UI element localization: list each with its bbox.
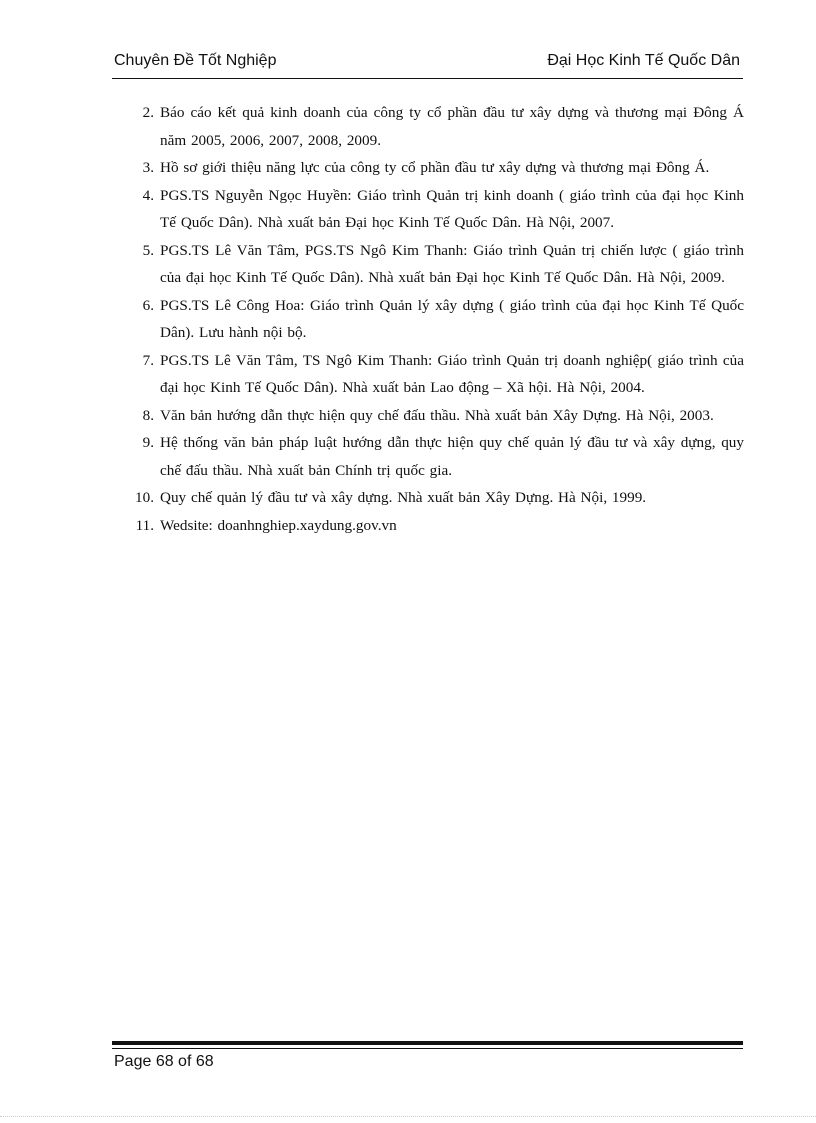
reference-list	[114, 99, 744, 539]
reference-number: 3.	[142, 159, 154, 176]
reference-text: Wedsite: doanhnghiep.xaydung.gov.vn	[160, 516, 397, 534]
reference-number: 2.	[142, 104, 154, 121]
reference-text: Hồ sơ giới thiệu năng lực của công ty cổ phần đầu tư xây dựng và thương mại Đông Á.	[160, 159, 710, 176]
reference-number: 5.	[142, 241, 154, 259]
header-document-title: Chuyên Đề Tốt Nghiệp	[114, 52, 277, 69]
reference-number: 10.	[135, 489, 154, 506]
reference-item	[114, 429, 744, 484]
reference-text: PGS.TS Lê Văn Tâm, TS Ngô Kim Thanh: Giáo trình Quản trị doanh nghiệp( giáo trình của đại học Kinh Tế Quốc Dân). Nhà xuất bản Lao động – Xã hội. Hà Nội, 2004.	[160, 351, 744, 396]
header-divider	[112, 78, 743, 79]
reference-text: Hệ thống văn bản pháp luật hướng dẫn thực hiện quy chế quản lý đầu tư và xây dựng, quy chế đấu thầu. Nhà xuất bản Chính trị quốc gia.	[160, 434, 744, 479]
reference-number: 4.	[142, 186, 154, 204]
reference-number: 11.	[135, 516, 154, 534]
header-university-name: Đại Học Kinh Tế Quốc Dân	[547, 52, 740, 69]
footer-divider-thin	[112, 1048, 743, 1049]
reference-number: 9.	[142, 434, 154, 451]
footer-divider-thick	[112, 1041, 743, 1045]
reference-text: Quy chế quản lý đầu tư và xây dựng. Nhà xuất bản Xây Dựng. Hà Nội, 1999.	[160, 489, 647, 506]
reference-text: Văn bản hướng dẫn thực hiện quy chế đấu thầu. Nhà xuất bản Xây Dựng. Hà Nội, 2003.	[160, 406, 714, 424]
reference-item	[114, 237, 744, 292]
reference-item	[114, 512, 744, 540]
reference-item	[114, 154, 744, 182]
reference-text: PGS.TS Lê Công Hoa: Giáo trình Quản lý xây dựng ( giáo trình của đại học Kinh Tế Quốc Dân). Lưu hành nội bộ.	[160, 296, 744, 341]
page-number: Page 68 of 68	[114, 1053, 214, 1070]
reference-item	[114, 484, 744, 512]
reference-item	[114, 182, 744, 237]
reference-item	[114, 292, 744, 347]
reference-text: PGS.TS Nguyễn Ngọc Huyền: Giáo trình Quản trị kinh doanh ( giáo trình của đại học Kinh Tế Quốc Dân). Nhà xuất bản Đại học Kinh Tế Quốc Dân. Hà Nội, 2007.	[160, 186, 744, 231]
reference-number: 7.	[142, 351, 154, 369]
reference-item	[114, 99, 744, 154]
reference-text: Báo cáo kết quả kinh doanh của công ty cổ phần đầu tư xây dựng và thương mại Đông Á năm 2005, 2006, 2007, 2008, 2009.	[160, 104, 744, 149]
page-edge	[0, 1116, 816, 1117]
reference-item	[114, 347, 744, 402]
reference-number: 6.	[142, 296, 154, 314]
reference-text: PGS.TS Lê Văn Tâm, PGS.TS Ngô Kim Thanh: Giáo trình Quản trị chiến lược ( giáo trình của đại học Kinh Tế Quốc Dân). Nhà xuất bản Đại học Kinh Tế Quốc Dân. Hà Nội, 2009.	[160, 241, 744, 286]
reference-number: 8.	[142, 406, 154, 424]
reference-item	[114, 402, 744, 430]
